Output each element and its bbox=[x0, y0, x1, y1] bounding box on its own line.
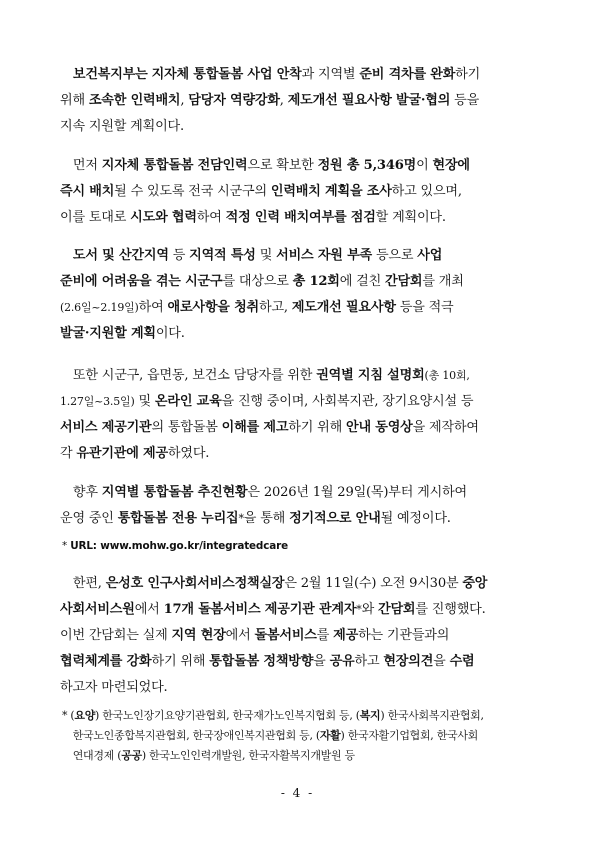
text-run: 에서 bbox=[134, 602, 164, 617]
bold-text: 적정 인력 배치여부를 점검 bbox=[225, 210, 376, 225]
bold-text: 사회서비스원 bbox=[60, 602, 135, 617]
text-run: 을 진행 중이며, 사회복지관, 장기요양시설 등 bbox=[221, 394, 474, 409]
bold-text: 서비스 제공기관 bbox=[60, 420, 152, 435]
text-run: 하여 bbox=[196, 210, 226, 225]
paragraph-meetings bbox=[60, 243, 544, 347]
bold-text: 통합돌봄 전용 누리집 bbox=[117, 511, 239, 526]
paragraph-support-plan bbox=[60, 62, 544, 140]
bold-text: 공유 bbox=[329, 654, 355, 669]
bold-text: 17개 돌봄서비스 제공기관 관계자 bbox=[163, 602, 357, 617]
bold-text: 지자체 통합돌봄 사업 안착 bbox=[151, 67, 302, 82]
bold-text: 애로사항을 청취 bbox=[167, 300, 259, 315]
text-run: 등을 bbox=[450, 93, 480, 108]
text-line bbox=[60, 571, 544, 597]
bold-text: 시도와 협력 bbox=[130, 210, 197, 225]
text-run: 먼저 bbox=[60, 158, 102, 173]
bold-text: 정원 총 5,346명 bbox=[317, 158, 417, 173]
text-run: 한편, bbox=[60, 576, 106, 591]
text-run: 하여 bbox=[138, 300, 168, 315]
bold-text: 서비스 자원 부족 bbox=[276, 248, 372, 263]
bold-text: 협력체계를 강화 bbox=[60, 654, 152, 669]
text-run: * ( bbox=[62, 709, 75, 722]
bold-text: 중앙 bbox=[462, 576, 488, 591]
text-line bbox=[60, 205, 544, 231]
text-run: 될 예정이다. bbox=[380, 511, 451, 526]
paragraph-staffing bbox=[60, 153, 544, 231]
text-run: 향후 bbox=[60, 485, 102, 500]
text-run: 를 bbox=[316, 628, 334, 643]
text-line bbox=[60, 649, 544, 675]
text-line bbox=[60, 295, 544, 321]
text-run: 하고 bbox=[354, 654, 384, 669]
text-line bbox=[62, 726, 542, 746]
text-run: 에 걸친 bbox=[339, 274, 385, 289]
bold-text: 온라인 교육 bbox=[154, 394, 222, 409]
text-run: * bbox=[356, 603, 362, 616]
text-run: ) 한국사회복지관협회, bbox=[380, 709, 484, 722]
paragraph-status-notice bbox=[60, 480, 544, 532]
text-run: 및 bbox=[255, 248, 277, 263]
bold-text: 현장에 bbox=[432, 158, 470, 173]
text-run: 하기 위해 bbox=[288, 420, 346, 435]
text-run: , bbox=[180, 93, 189, 108]
bold-text: 간담회 bbox=[378, 602, 416, 617]
footnote-organizations bbox=[62, 706, 542, 766]
text-run: * bbox=[238, 512, 244, 525]
bold-text: 이해를 제고 bbox=[221, 420, 289, 435]
text-run: 하기 위해 bbox=[151, 654, 210, 669]
text-run: , bbox=[279, 93, 288, 108]
bold-text: 제공 bbox=[333, 628, 359, 643]
text-run: 이 bbox=[416, 158, 433, 173]
text-run: 운영 중인 bbox=[60, 511, 118, 526]
bold-text: 수렴 bbox=[449, 654, 475, 669]
text-run: 하였다. bbox=[167, 446, 210, 461]
text-run bbox=[60, 248, 73, 263]
text-line bbox=[62, 746, 542, 766]
paragraph-meeting-with-providers bbox=[60, 571, 544, 701]
text-line bbox=[60, 243, 544, 269]
text-run: 등을 적극 bbox=[395, 300, 454, 315]
text-run: 를 대상으로 bbox=[222, 274, 293, 289]
text-run: 이다. bbox=[155, 326, 185, 341]
text-run: 을 bbox=[433, 654, 450, 669]
url-note bbox=[62, 538, 542, 555]
text-run: 및 bbox=[134, 394, 155, 409]
text-run: 하고 있으며, bbox=[391, 184, 462, 199]
bold-text: 조속한 인력배치 bbox=[88, 93, 181, 108]
bold-text: 권역별 지침 설명회 bbox=[316, 368, 425, 383]
bold-text: 도서 및 산간지역 bbox=[72, 248, 169, 263]
text-line bbox=[60, 415, 544, 441]
bold-text: 제도개선 필요사항 bbox=[291, 300, 396, 315]
text-line bbox=[60, 88, 544, 114]
bold-text: 인력배치 계획을 조사 bbox=[270, 184, 392, 199]
text-run: 과 지역별 bbox=[301, 67, 360, 82]
text-run: 위해 bbox=[60, 93, 89, 108]
text-run: 을 bbox=[313, 654, 330, 669]
bold-text: 보건복지부는 bbox=[72, 67, 148, 82]
bold-text: 발굴·지원할 계획 bbox=[60, 326, 156, 341]
bold-text: 정기적으로 안내 bbox=[289, 511, 381, 526]
bold-text: 준비에 어려움을 겪는 시군구 bbox=[60, 274, 223, 289]
text-run: 을 제작하여 bbox=[412, 420, 479, 435]
text-run: (총 10회, bbox=[424, 369, 470, 382]
text-line bbox=[60, 321, 544, 347]
text-run: (2.6일~2.19일) bbox=[60, 301, 139, 314]
text-line bbox=[60, 506, 544, 532]
url-note-label: URL: bbox=[70, 540, 101, 552]
paragraph-briefings bbox=[60, 363, 544, 467]
bold-text: 돌봄서비스 bbox=[254, 628, 317, 643]
text-run: 은 2026년 1월 29일(목)부터 게시하여 bbox=[247, 485, 467, 500]
bold-text: 안내 동영상 bbox=[346, 420, 413, 435]
bold-text: 자활 bbox=[319, 729, 341, 742]
text-line bbox=[60, 597, 544, 623]
text-run: ) 한국자활기업협회, 한국사회 bbox=[340, 729, 479, 742]
text-run: 와 bbox=[361, 602, 379, 617]
text-run: 이번 간담회는 실제 bbox=[60, 628, 172, 643]
text-run: 또한 시군구, 읍면동, 보건소 담당자를 위한 bbox=[60, 368, 317, 383]
url-note-star: * bbox=[62, 540, 71, 552]
text-line bbox=[60, 269, 544, 295]
bold-text: 간담회 bbox=[385, 274, 423, 289]
text-line bbox=[60, 389, 544, 415]
text-line bbox=[60, 153, 544, 179]
url-note-value: www.mohw.go.kr/integratedcare bbox=[100, 540, 288, 552]
text-run: 될 수 있도록 전국 시군구의 bbox=[114, 184, 271, 199]
text-run: 를 진행했다. bbox=[415, 602, 486, 617]
text-run: 을 통해 bbox=[243, 511, 290, 526]
text-run: 등으로 bbox=[371, 248, 418, 263]
text-line bbox=[60, 441, 544, 467]
text-run: 지속 지원할 계획이다. bbox=[60, 119, 184, 134]
bold-text: 현장의견 bbox=[383, 654, 434, 669]
text-run: 를 개최 bbox=[422, 274, 464, 289]
bold-text: 유관기관에 제공 bbox=[76, 446, 168, 461]
text-run: 각 bbox=[60, 446, 77, 461]
text-run: 은 2월 11일(수) 오전 9시30분 bbox=[284, 576, 463, 591]
text-line bbox=[60, 675, 544, 701]
text-run: 에서 bbox=[225, 628, 255, 643]
text-run: ) 한국노인인력개발원, 한국자활복지개발원 등 bbox=[141, 749, 355, 762]
bold-text: 통합돌봄 정책방향 bbox=[209, 654, 314, 669]
text-run: 할 계획이다. bbox=[375, 210, 446, 225]
bold-text: 준비 격차를 완화 bbox=[359, 67, 456, 82]
bold-text: 지역별 통합돌봄 추진현황 bbox=[101, 485, 248, 500]
text-run: 하기 bbox=[455, 67, 481, 82]
text-run: 하고, bbox=[259, 300, 292, 315]
bold-text: 지자체 통합돌봄 전담인력 bbox=[101, 158, 248, 173]
text-run: 1.27일~3.5일) bbox=[60, 395, 135, 408]
text-run: 의 통합돌봄 bbox=[151, 420, 222, 435]
text-run: 하고자 마련되었다. bbox=[60, 680, 168, 695]
text-run bbox=[60, 67, 73, 82]
bold-text: 지역 현장 bbox=[171, 628, 226, 643]
text-run: 하는 기관들과의 bbox=[358, 628, 450, 643]
bold-text: 즉시 배치 bbox=[60, 184, 115, 199]
text-line bbox=[62, 706, 542, 726]
text-line bbox=[60, 62, 544, 88]
text-line bbox=[60, 480, 544, 506]
text-line bbox=[60, 179, 544, 205]
text-run: 등 bbox=[168, 248, 190, 263]
bold-text: 총 12회 bbox=[292, 274, 340, 289]
text-run: ) 한국노인장기요양기관협회, 한국재가노인복지협회 등, ( bbox=[95, 709, 360, 722]
bold-text: 복지 bbox=[359, 709, 381, 722]
bold-text: 제도개선 필요사항 발굴·협의 bbox=[287, 93, 451, 108]
text-line bbox=[60, 363, 544, 389]
text-run: 연대경제 ( bbox=[62, 749, 122, 762]
text-run: 으로 확보한 bbox=[247, 158, 318, 173]
text-line bbox=[60, 623, 544, 649]
bold-text: 담당자 역량강화 bbox=[188, 93, 280, 108]
bold-text: 은성호 인구사회서비스정책실장 bbox=[105, 576, 285, 591]
bold-text: 요양 bbox=[74, 709, 96, 722]
bold-text: 공공 bbox=[121, 749, 142, 762]
bold-text: 사업 bbox=[417, 248, 443, 263]
text-run: 한국노인종합복지관협회, 한국장애인복지관협회 등, ( bbox=[62, 729, 320, 742]
bold-text: 지역적 특성 bbox=[189, 248, 256, 263]
text-run: 이를 토대로 bbox=[60, 210, 131, 225]
page-number: - 4 - bbox=[280, 786, 315, 800]
text-line bbox=[60, 114, 544, 140]
